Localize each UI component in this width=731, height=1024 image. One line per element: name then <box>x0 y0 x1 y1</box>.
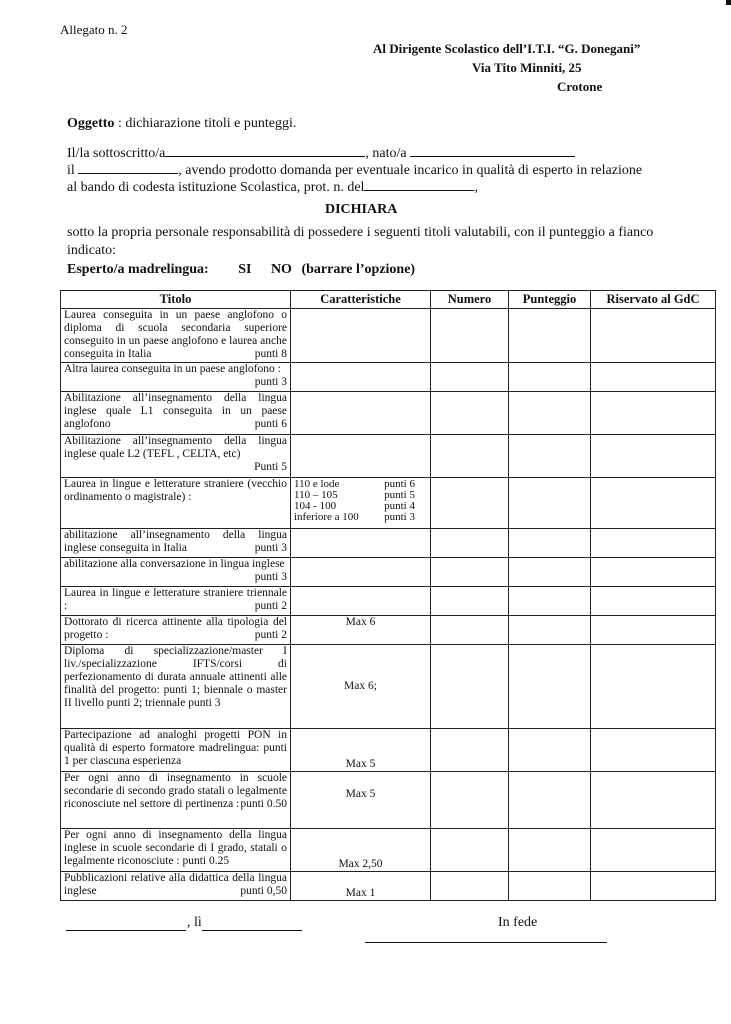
number-cell[interactable] <box>431 645 509 729</box>
number-cell[interactable] <box>431 363 509 392</box>
row-title-cell: Laurea in lingue e letterature straniere triennale : punti 2 <box>61 587 291 616</box>
table-row <box>61 772 716 829</box>
grades-cell <box>291 478 431 529</box>
number-cell[interactable] <box>431 529 509 558</box>
header-numero: Numero <box>431 291 509 309</box>
score-cell[interactable] <box>509 872 591 901</box>
features-cell <box>291 529 431 558</box>
features-cell: Max 6; <box>291 645 431 729</box>
features-cell: Max 2,50 <box>291 829 431 872</box>
gdc-cell <box>591 309 716 363</box>
protocol-blank[interactable] <box>364 179 474 191</box>
number-cell[interactable] <box>431 435 509 478</box>
gdc-cell <box>591 645 716 729</box>
body-line-3-a: al bando di codesta istituzione Scolastica, prot. n. del <box>67 180 365 195</box>
row-title-cell: abilitazione alla conversazione in lingua inglese punti 3 <box>61 558 291 587</box>
birthdate-blank[interactable] <box>78 162 178 174</box>
table-row <box>61 478 716 529</box>
signature-line[interactable] <box>365 942 607 943</box>
table-row <box>61 558 716 587</box>
number-cell[interactable] <box>431 729 509 772</box>
table-row <box>61 872 716 901</box>
gdc-cell <box>591 363 716 392</box>
place-blank[interactable] <box>66 930 186 931</box>
score-cell[interactable] <box>509 392 591 435</box>
row-title-cell: Pubblicazioni relative alla didattica della lingua inglese punti 0,50 <box>61 872 291 901</box>
header-punteggio: Punteggio <box>509 291 591 309</box>
gdc-cell <box>591 435 716 478</box>
score-cell[interactable] <box>509 829 591 872</box>
features-cell <box>291 558 431 587</box>
body-line-2-b: , avendo prodotto domanda per eventuale incarico in qualità di esperto in relazione <box>178 163 643 178</box>
gdc-cell <box>591 587 716 616</box>
number-cell[interactable] <box>431 478 509 529</box>
grade-line: 104 - 100 punti 4 <box>294 500 415 512</box>
gdc-cell <box>591 558 716 587</box>
number-cell[interactable] <box>431 872 509 901</box>
number-cell[interactable] <box>431 772 509 829</box>
name-blank[interactable] <box>165 145 365 157</box>
table-row <box>61 729 716 772</box>
gdc-cell <box>591 529 716 558</box>
number-cell[interactable] <box>431 587 509 616</box>
body-line-1-b: , nato/a <box>365 146 407 161</box>
table-header-row <box>61 291 716 309</box>
native-speaker-no[interactable]: NO <box>270 262 292 277</box>
native-speaker-row <box>67 262 415 278</box>
recipient-line-2: Via Tito Minniti, 25 <box>472 60 582 75</box>
gdc-cell <box>591 772 716 829</box>
row-title-cell: Per ogni anno di insegnamento della lingua inglese in scuole secondarie di I grado, statali o legalmente riconosciute : punti 0.25 <box>61 829 291 872</box>
table-row <box>61 363 716 392</box>
row-title-cell: abilitazione all’insegnamento della lingua inglese conseguita in Italia punti 3 <box>61 529 291 558</box>
table-row <box>61 645 716 729</box>
features-cell <box>291 587 431 616</box>
recipient-line-3: Crotone <box>557 79 603 94</box>
gdc-cell <box>591 872 716 901</box>
row-title-cell: Dottorato di ricerca attinente alla tipologia del progetto : punti 2 <box>61 616 291 645</box>
gdc-cell <box>591 478 716 529</box>
table-row <box>61 392 716 435</box>
body-line-3 <box>67 179 478 196</box>
body-line-2-a: il <box>67 163 75 178</box>
subject-label: Oggetto <box>67 116 115 131</box>
scan-mark <box>726 0 731 5</box>
number-cell[interactable] <box>431 829 509 872</box>
grade-line: 110 e lode punti 6 <box>294 478 415 490</box>
statement-line-2: indicato: <box>67 243 116 258</box>
features-cell: Max 5 <box>291 772 431 829</box>
score-cell[interactable] <box>509 772 591 829</box>
body-line-3-b: , <box>474 180 478 195</box>
grade-line: 110 – 105 punti 5 <box>294 489 415 501</box>
score-cell[interactable] <box>509 558 591 587</box>
number-cell[interactable] <box>431 309 509 363</box>
features-cell <box>291 392 431 435</box>
score-cell[interactable] <box>509 435 591 478</box>
date-blank[interactable] <box>202 930 302 931</box>
body-line-1 <box>67 145 575 162</box>
number-cell[interactable] <box>431 616 509 645</box>
native-speaker-note: (barrare l’opzione) <box>301 262 416 277</box>
table-row <box>61 435 716 478</box>
body-line-2 <box>67 162 642 179</box>
score-cell[interactable] <box>509 645 591 729</box>
subject <box>67 116 296 132</box>
native-speaker-label: Esperto/a madrelingua: <box>67 262 209 277</box>
header-titolo: Titolo <box>61 291 291 309</box>
row-title-cell: Abilitazione all’insegnamento della lingua inglese quale L1 conseguita in un paese anglofono punti 6 <box>61 392 291 435</box>
gdc-cell <box>591 392 716 435</box>
declares-heading: DICHIARA <box>325 202 398 217</box>
row-title-cell: Laurea in lingue e letterature straniere (vecchio ordinamento o magistrale) : <box>61 478 291 529</box>
row-title-cell: Diploma di specializzazione/master I liv./specializzazione IFTS/corsi di perfezionamento di durata annuale attinenti alle finalità del progetto: punti 1; biennale o master II livello punti 2; triennale punti 3 <box>61 645 291 729</box>
table-row <box>61 529 716 558</box>
features-cell <box>291 363 431 392</box>
table-row <box>61 829 716 872</box>
attachment-label: Allegato n. 2 <box>60 22 128 37</box>
features-cell <box>291 435 431 478</box>
table-row <box>61 309 716 363</box>
score-cell[interactable] <box>509 478 591 529</box>
features-cell: Max 1 <box>291 872 431 901</box>
row-title-cell: Partecipazione ad analoghi progetti PON in qualità di esperto formatore madrelingua: punti 1 per ciascuna esperienza <box>61 729 291 772</box>
recipient-line-1: Al Dirigente Scolastico dell’I.T.I. “G. Donegani” <box>373 41 641 56</box>
score-cell[interactable] <box>509 529 591 558</box>
header-caratteristiche: Caratteristiche <box>291 291 431 309</box>
number-cell[interactable] <box>431 558 509 587</box>
grade-line: inferiore a 100 punti 3 <box>294 511 415 523</box>
gdc-cell <box>591 616 716 645</box>
score-cell[interactable] <box>509 616 591 645</box>
number-cell[interactable] <box>431 392 509 435</box>
statement-line-1: sotto la propria personale responsabilità di possedere i seguenti titoli valutabili, con il punteggio a fianco <box>67 225 654 240</box>
body-line-1-a: Il/la sottoscritto/a <box>67 146 166 161</box>
table-row <box>61 587 716 616</box>
row-title-cell: Abilitazione all’insegnamento della lingua inglese quale L2 (TEFL , CELTA, etc) Punti 5 <box>61 435 291 478</box>
gdc-cell <box>591 729 716 772</box>
table-row <box>61 616 716 645</box>
score-cell[interactable] <box>509 309 591 363</box>
qualifications-table <box>60 290 716 901</box>
in-fede-label: In fede <box>498 915 538 930</box>
subject-text: : dichiarazione titoli e punteggi. <box>117 116 297 131</box>
features-cell <box>291 309 431 363</box>
features-cell: Max 6 <box>291 616 431 645</box>
gdc-cell <box>591 829 716 872</box>
score-cell[interactable] <box>509 729 591 772</box>
row-title-cell: Laurea conseguita in un paese anglofono o diploma di scuola secondaria superiore conseguito in un paese anglofono e laurea anche conseguita in Italia punti 8 <box>61 309 291 363</box>
native-speaker-yes[interactable]: SI <box>238 262 252 277</box>
header-riservato: Riservato al GdC <box>591 291 716 309</box>
place-date-label: , lì <box>187 915 202 930</box>
score-cell[interactable] <box>509 587 591 616</box>
birthplace-blank[interactable] <box>410 145 575 157</box>
features-cell: Max 5 <box>291 729 431 772</box>
row-title-cell: Per ogni anno di insegnamento in scuole secondarie di secondo grado statali o legalmente riconosciute nel settore di pertinenza : punti 0.50 <box>61 772 291 829</box>
row-title-cell: Altra laurea conseguita in un paese anglofono : punti 3 <box>61 363 291 392</box>
score-cell[interactable] <box>509 363 591 392</box>
